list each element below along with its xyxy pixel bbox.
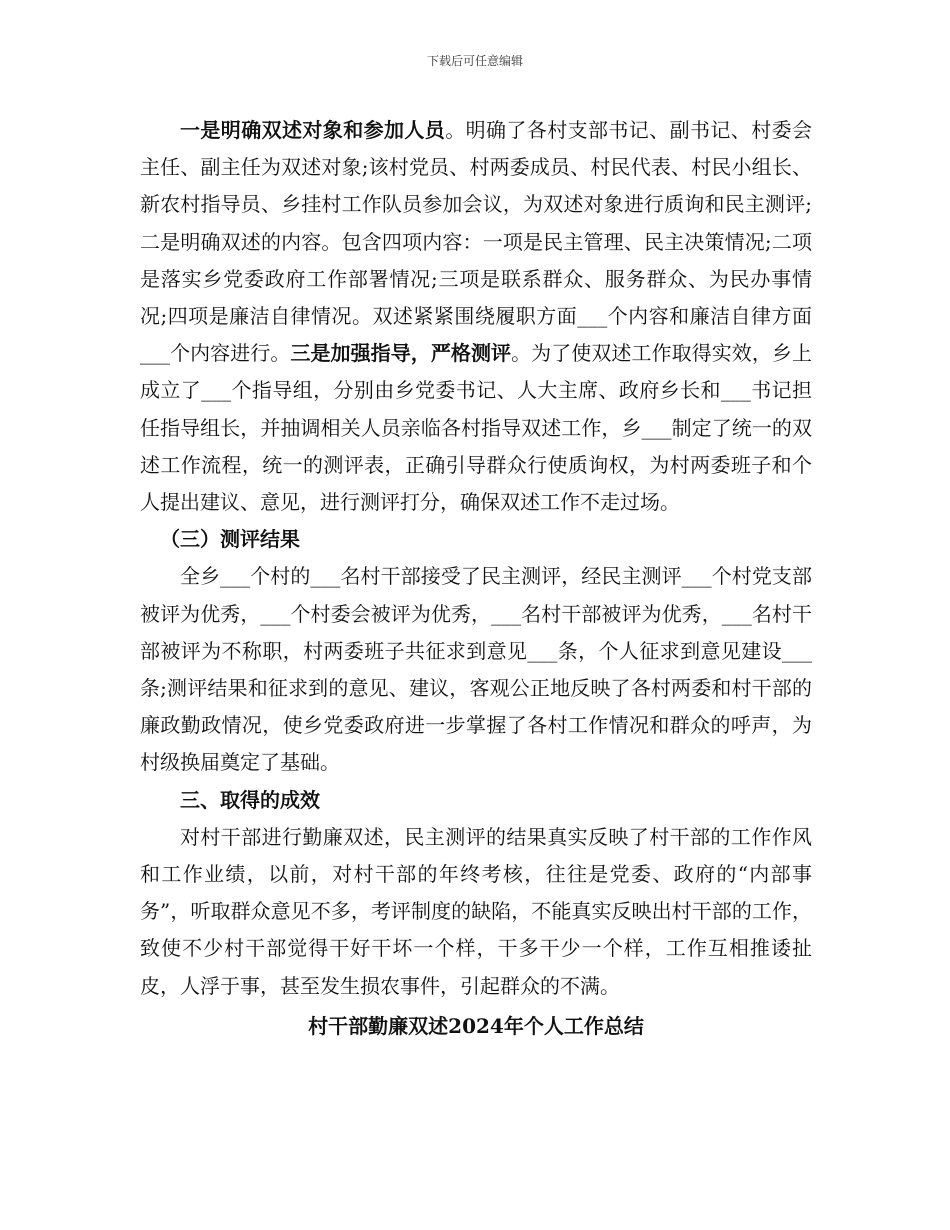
point-three-text: 。为了使双述工作取得实效，乡上成立了___个指导组，分别由乡党委书记、人大主席、政府乡长和___书记担任指导组长，并抽调相关人员亲临各村指导双述工作，乡___制定了统一的双述工作流程，统一的测评表，正确引导群众行使质询权，为村两委班子和个人提出建议、意见，进行测评打分，确保双述工作不走过场。 [140, 341, 812, 515]
page-header: 下载后可任意编辑 [426, 54, 523, 68]
next-document-title: 村干部勤廉双述2024年个人工作总结 [308, 1013, 644, 1038]
results-heading: （三）测评结果 [160, 527, 300, 552]
achievements-paragraph: 对村干部进行勤廉双述，民主测评的结果真实反映了村干部的工作作风和工作业绩，以前，对村干部的年终考核，往往是党委、政府的“内部事务”，听取群众意见不多，考评制度的缺陷，不能真实反映出村干部的工作，致使不少村干部觉得干好干坏一个样，干多干少一个样，工作互相推诿扯皮，人浮于事，甚至发生损农事件，引起群众的不满。 [140, 824, 812, 998]
paragraph-requirements [140, 112, 812, 521]
point-one-text: 。明确了各村支部书记、副书记、村委会主任、副主任为双述对象;该村党员、村两委成员、村民代表、村民小组长、新农村指导员、乡挂村工作队员参加会议，为双述对象进行质询和民主测评;二是明确双述的内容。包含四项内容：一项是民主管理、民主决策情况;二项是落实乡党委政府工作部署情况;三项是联系群众、服务群众、为民办事情况;四项是廉洁自律情况。双述紧紧围绕履职方面___个内容和廉洁自律方面___个内容进行。 [140, 118, 813, 366]
point-three-heading: 三是加强指导，严格测评 [290, 341, 512, 366]
point-one-heading: 一是明确双述对象和参加人员 [180, 118, 446, 142]
results-paragraph: 全乡___个村的___名村干部接受了民主测评，经民主测评___个村党支部被评为优秀，___个村委会被评为优秀，___名村干部被评为优秀，___名村干部被评为不称职，村两委班子共征求到意见___条，个人征求到意见建设___条;测评结果和征求到的意见、建议，客观公正地反映了各村两委和村干部的廉政勤政情况，使乡党委政府进一步掌握了各村工作情况和群众的呼声，为村级换届奠定了基础。 [140, 564, 812, 775]
achievements-heading: 三、取得的成效 [180, 787, 320, 812]
document-body [140, 112, 812, 1045]
